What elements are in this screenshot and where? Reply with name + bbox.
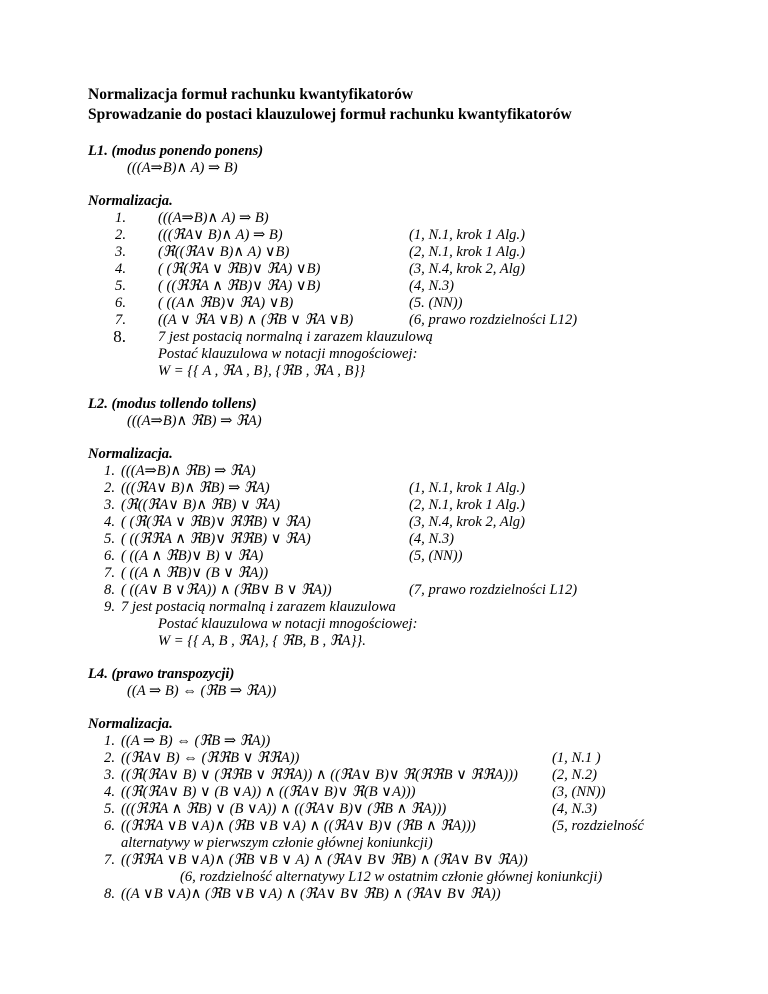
l4-step-formula: ((ℜ(ℜA∨ B) ∨ (ℜℜB ∨ ℜℜA)) ∧ ((ℜA∨ B)∨ ℜ(ℜℜB ∨ ℜℜA))) [121,767,518,783]
l2-step-formula: ( ((A ∧ ℜB)∨ (B ∨ ℜA)) [121,565,269,581]
l1-normalization-heading: Normalizacja. [88,193,173,209]
l1-step-number: 7. [115,312,126,328]
document-subtitle: Sprowadzanie do postaci klauzulowej formuł rachunku kwantyfikatorów [88,106,572,123]
l1-step-formula: (((A⇒B)∧ A) ⇒ B) [158,210,269,226]
l2-step-number: 9. [104,599,115,615]
l2-step-formula: (((ℜA∨ B)∧ ℜB) ⇒ ℜA) [121,480,270,496]
l4-step-continuation: alternatywy w pierwszym członie głównej koniunkcji) [121,835,433,851]
l2-step-number: 8. [104,582,115,598]
l1-step-number: 3. [115,244,126,260]
l4-step-number: 2. [104,750,115,766]
l2-step-formula: ( ((A ∧ ℜB)∨ B) ∨ ℜA) [121,548,264,564]
l2-step-formula: ( ((A∨ B ∨ℜA)) ∧ (ℜB∨ B ∨ ℜA)) [121,582,332,598]
l2-step-formula: (((A⇒B)∧ ℜB) ⇒ ℜA) [121,463,256,479]
l1-step-justification: (5. (NN)) [409,295,463,311]
l4-step-justification: (5, rozdzielność [552,818,644,834]
l4-step-number: 7. [104,852,115,868]
l1-step-number: 2. [115,227,126,243]
l4-step-number: 6. [104,818,115,834]
l1-formula: (((A⇒B)∧ A) ⇒ B) [127,160,238,176]
document-title: Normalizacja formuł rachunku kwantyfikatorów [88,86,414,103]
l2-step-justification: (1, N.1, krok 1 Alg.) [409,480,525,496]
l4-step-formula: ((ℜ(ℜA∨ B) ∨ (B ∨A)) ∧ ((ℜA∨ B)∨ ℜ(B ∨A))) [121,784,416,800]
l2-step-number: 3. [104,497,115,513]
l1-clausal-set: W = {{ A , ℜA , B}, {ℜB , ℜA , B}} [158,363,366,379]
l2-step-justification: (5, (NN)) [409,548,463,564]
l4-step-formula: ((ℜℜA ∨B ∨A)∧ (ℜB ∨B ∨ A) ∧ (ℜA∨ B∨ ℜB) ∧ (ℜA∨ B∨ ℜA)) [121,852,528,868]
l2-clausal-form-label: Postać klauzulowa w notacji mnogościowej: [158,616,418,632]
l1-step-formula: ( (ℜ(ℜA ∨ ℜB)∨ ℜA) ∨B) [158,261,321,277]
l4-step-number: 4. [104,784,115,800]
l4-step-justification: (3, (NN)) [552,784,606,800]
l2-step-justification: (3, N.4, krok 2, Alg) [409,514,525,530]
l4-step-number: 5. [104,801,115,817]
l1-step-number: 5. [115,278,126,294]
l1-step-formula: ( ((ℜℜA ∧ ℜB)∨ ℜA) ∨B) [158,278,321,294]
l4-step-formula: ((ℜA∨ B) ⇔ (ℜℜB ∨ ℜℜA)) [121,750,300,766]
l2-step-justification: (7, prawo rozdzielności L12) [409,582,578,598]
l1-step-justification: (2, N.1, krok 1 Alg.) [409,244,525,260]
l2-step-number: 5. [104,531,115,547]
l1-step-justification: (6, prawo rozdzielności L12) [409,312,578,328]
l2-normalization-heading: Normalizacja. [88,446,173,462]
l1-step-justification: (4, N.3) [409,278,454,294]
l1-heading: L1. (modus ponendo ponens) [88,143,264,159]
l1-step-formula: 7 jest postacią normalną i zarazem klauzulową [158,329,433,345]
l2-step-number: 2. [104,480,115,496]
l2-step-justification: (4, N.3) [409,531,454,547]
l2-step-formula: 7 jest postacią normalną i zarazem klauzulowa [121,599,396,615]
l4-step-number: 1. [104,733,115,749]
l4-step-formula: ((A ⇒ B) ⇔ (ℜB ⇒ ℜA)) [121,733,271,749]
l2-step-number: 4. [104,514,115,530]
l1-step-formula: ( ((A∧ ℜB)∨ ℜA) ∨B) [158,295,294,311]
l2-formula: (((A⇒B)∧ ℜB) ⇒ ℜA) [127,413,262,429]
l4-step-number: 3. [104,767,115,783]
l2-step-formula: ( (ℜ(ℜA ∨ ℜB)∨ ℜℜB) ∨ ℜA) [121,514,311,530]
l2-step-formula: (ℜ((ℜA∨ B)∧ ℜB) ∨ ℜA) [121,497,280,513]
l4-step-formula: ((ℜℜA ∨B ∨A)∧ (ℜB ∨B ∨A) ∧ ((ℜA∨ B)∨ (ℜB ∧ ℜA))) [121,818,476,834]
l1-clausal-form-label: Postać klauzulowa w notacji mnogościowej: [158,346,418,362]
l4-heading: L4. (prawo transpozycji) [88,666,235,682]
l2-step-formula: ( ((ℜℜA ∧ ℜB)∨ ℜℜB) ∨ ℜA) [121,531,311,547]
l1-step-number: 1. [115,210,126,226]
l1-step-justification: (3, N.4, krok 2, Alg) [409,261,525,277]
l2-step-number: 6. [104,548,115,564]
l1-step-formula: (((ℜA∨ B)∧ A) ⇒ B) [158,227,283,243]
l4-step-justification: (2, N.2) [552,767,597,783]
l1-step-number: 6. [115,295,126,311]
l2-clausal-set: W = {{ A, B , ℜA}, { ℜB, B , ℜA}}. [158,633,366,649]
l1-step-formula: ((A ∨ ℜA ∨B) ∧ (ℜB ∨ ℜA ∨B) [158,312,354,328]
l2-step-justification: (2, N.1, krok 1 Alg.) [409,497,525,513]
l4-step-formula: ((A ∨B ∨A)∧ (ℜB ∨B ∨A) ∧ (ℜA∨ B∨ ℜB) ∧ (ℜA∨ B∨ ℜA)) [121,886,501,902]
l4-normalization-heading: Normalizacja. [88,716,173,732]
l1-step-number: 8. [113,327,126,346]
l4-formula: ((A ⇒ B) ⇔ (ℜB ⇒ ℜA)) [127,683,277,699]
l4-step-continuation: (6, rozdzielność alternatywy L12 w ostatnim członie głównej koniunkcji) [180,869,603,885]
l2-heading: L2. (modus tollendo tollens) [88,396,257,412]
l4-step-justification: (1, N.1 ) [552,750,601,766]
l4-step-formula: (((ℜℜA ∧ ℜB) ∨ (B ∨A)) ∧ ((ℜA∨ B)∨ (ℜB ∧ ℜA))) [121,801,447,817]
l4-step-justification: (4, N.3) [552,801,597,817]
l1-step-formula: (ℜ((ℜA∨ B)∧ A) ∨B) [158,244,290,260]
l2-step-number: 1. [104,463,115,479]
l2-step-number: 7. [104,565,115,581]
l1-step-justification: (1, N.1, krok 1 Alg.) [409,227,525,243]
l4-step-number: 8. [104,886,115,902]
l1-step-number: 4. [115,261,126,277]
